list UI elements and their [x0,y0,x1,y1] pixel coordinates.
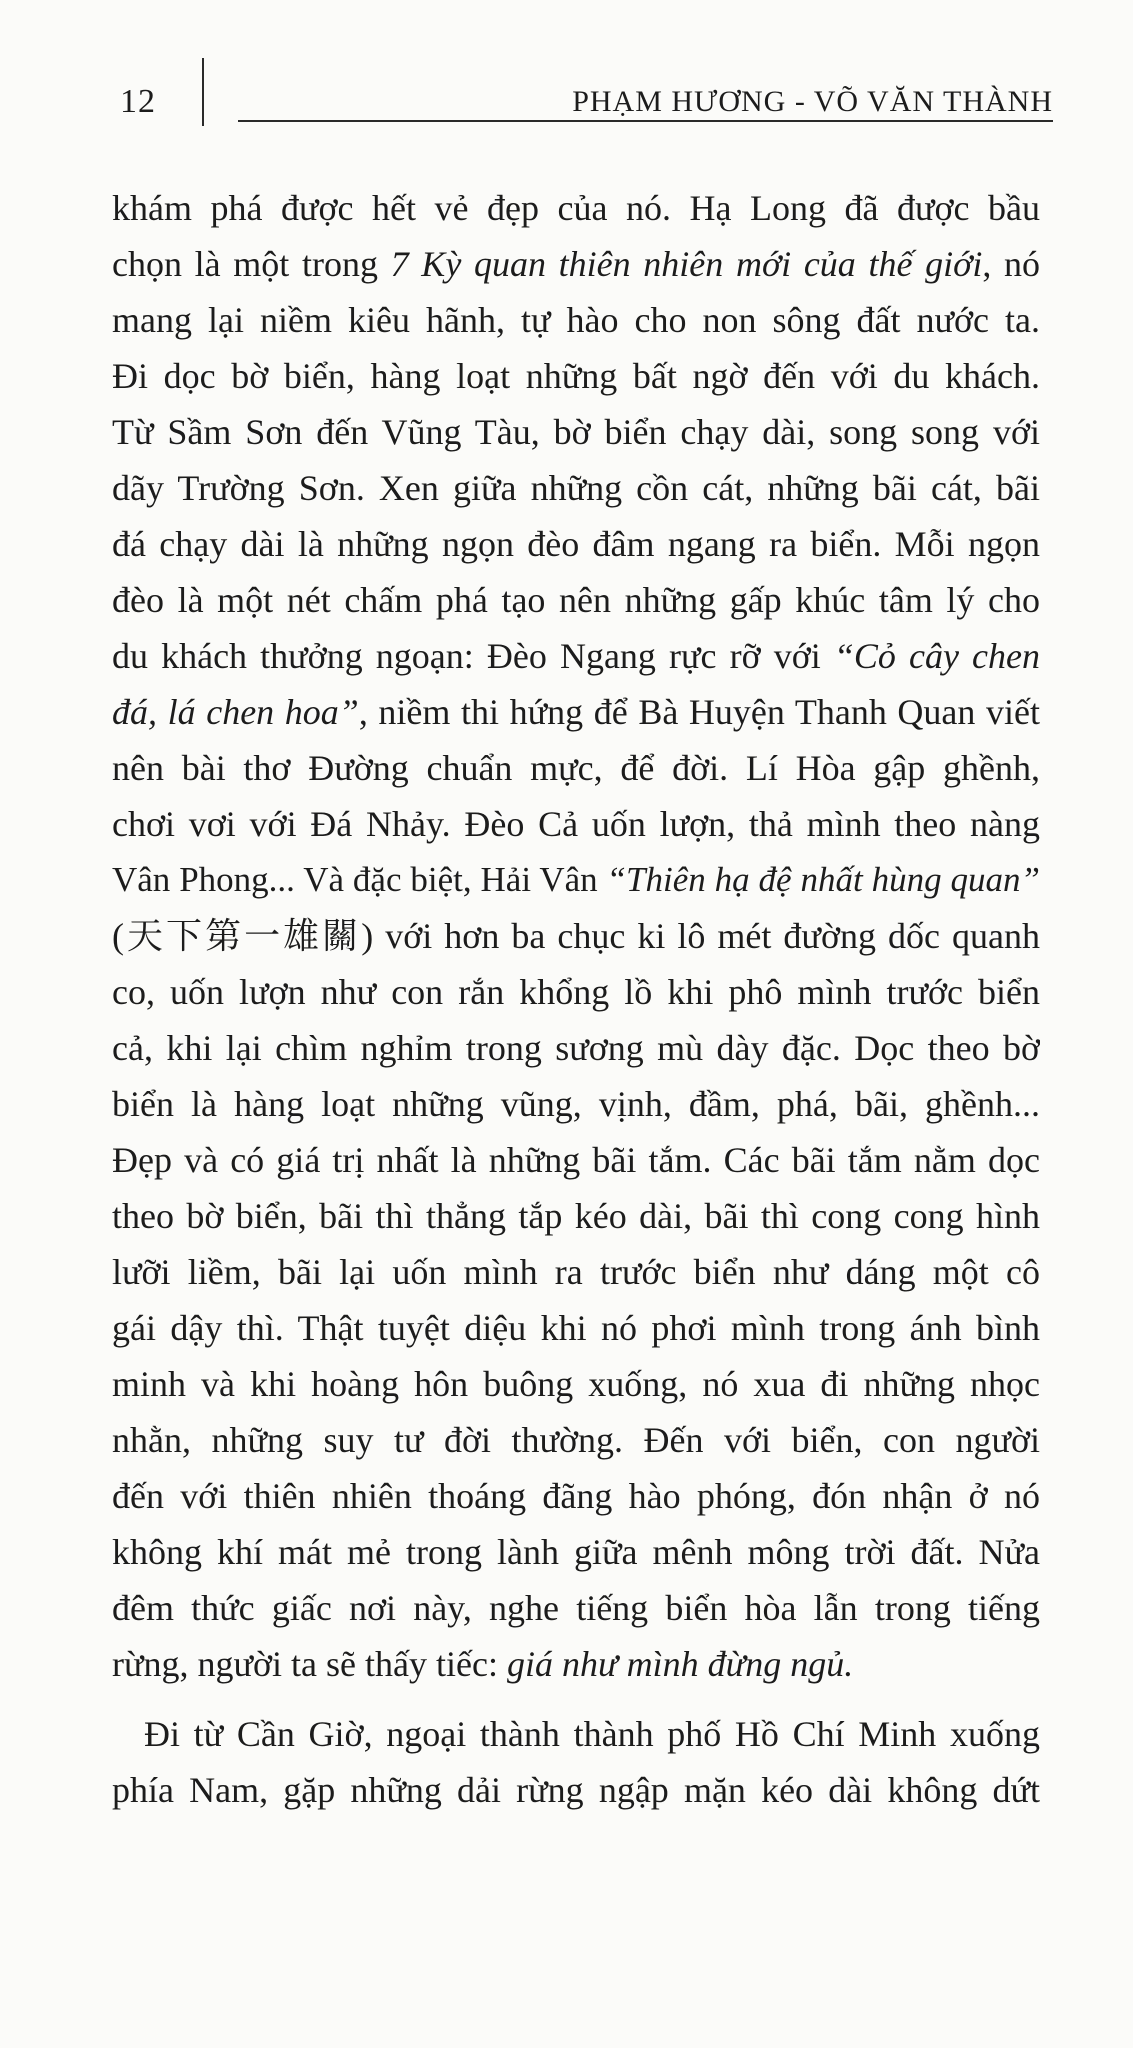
text-line [112,516,1040,572]
text-line [112,740,1040,796]
text-line [112,908,1040,964]
header-divider [202,58,204,126]
text-span: (天下第一雄關) với hơn ba chục ki lô mét đường dốc quanh [112,916,1040,956]
italic-text-span: 7 Kỳ quan thiên nhiên mới của thế giới [390,244,983,284]
running-head: PHẠM HƯƠNG - VÕ VĂN THÀNH [572,85,1053,118]
text-line [112,1412,1040,1468]
text-span: chọn là một trong [112,244,391,284]
text-span: đá chạy dài là những ngọn đèo đâm ngang ra biển. Mỗi ngọn [112,524,1040,564]
text-span: rừng, người ta sẽ thấy tiếc: [112,1644,507,1684]
text-span: Đẹp và có giá trị nhất là những bãi tắm. Các bãi tắm nằm dọc [112,1140,1040,1180]
text-line [112,1468,1040,1524]
text-span: đêm thức giấc nơi này, nghe tiếng biển hòa lẫn trong tiếng [112,1588,1040,1628]
italic-text-span: “Thiên hạ đệ nhất hùng quan” [606,860,1040,899]
text-span: , nó [982,244,1040,284]
italic-text-span: đá, lá chen hoa” [112,692,359,732]
page-number: 12 [120,83,156,120]
text-span: đèo là một nét chấm phá tạo nên những gấp khúc tâm lý cho [112,580,1040,620]
text-span: Vân Phong... Và đặc biệt, Hải Vân [112,860,607,899]
text-span: Đi dọc bờ biển, hàng loạt những bất ngờ đến với du khách. [112,356,1040,396]
text-line [112,628,1040,684]
text-span: Từ Sầm Sơn đến Vũng Tàu, bờ biển chạy dài, song song với [112,412,1040,452]
text-line [112,460,1040,516]
text-span: nên bài thơ Đường chuẩn mực, để đời. Lí Hòa gập ghềnh, [112,748,1040,788]
text-line [112,1300,1040,1356]
text-span: phía Nam, gặp những dải rừng ngập mặn kéo dài không dứt [112,1770,1040,1810]
text-line [112,292,1040,348]
text-span: lưỡi liềm, bãi lại uốn mình ra trước biển như dáng một cô [112,1252,1040,1292]
italic-text-span: “Cỏ cây chen [833,636,1040,676]
text-span: cả, khi lại chìm nghỉm trong sương mù dày đặc. Dọc theo bờ [112,1028,1040,1068]
text-line [112,348,1040,404]
text-span: theo bờ biển, bãi thì thẳng tắp kéo dài, bãi thì cong cong hình [112,1196,1040,1236]
paragraph-gap [112,1692,1040,1706]
text-line [112,180,1040,236]
text-span: khám phá được hết vẻ đẹp của nó. Hạ Long đã được bầu [112,188,1040,228]
text-line [112,236,1040,292]
text-line [112,796,1040,852]
text-line [112,1356,1040,1412]
text-span: Đi từ Cần Giờ, ngoại thành thành phố Hồ Chí Minh xuống [144,1714,1040,1754]
text-span: biển là hàng loạt những vũng, vịnh, đầm, phá, bãi, ghềnh... [112,1084,1040,1124]
text-line [112,572,1040,628]
text-span: co, uốn lượn như con rắn khổng lồ khi phô mình trước biển [112,972,1040,1012]
text-span: nhằn, những suy tư đời thường. Đến với biển, con người [112,1420,1040,1460]
header-rule [238,120,1053,122]
text-span: không khí mát mẻ trong lành giữa mênh mông trời đất. Nửa [112,1532,1040,1572]
page-header [112,58,1053,128]
text-line [112,1132,1040,1188]
text-line [112,1076,1040,1132]
text-line [112,852,1040,908]
text-span: minh và khi hoàng hôn buông xuống, nó xua đi những nhọc [112,1364,1040,1404]
italic-text-span: giá như mình đừng ngủ. [506,1644,854,1684]
text-line [112,1580,1040,1636]
text-line [112,684,1040,740]
body-text [112,180,1040,1818]
text-line [112,1524,1040,1580]
text-span: chơi vơi với Đá Nhảy. Đèo Cả uốn lượn, thả mình theo nàng [112,804,1040,844]
text-span: , niềm thi hứng để Bà Huyện Thanh Quan viết [358,692,1040,732]
text-line [112,404,1040,460]
text-line [112,1636,1040,1692]
text-line [112,1762,1040,1818]
text-line [112,1244,1040,1300]
text-span: gái dậy thì. Thật tuyệt diệu khi nó phơi mình trong ánh bình [112,1308,1040,1348]
text-line [112,1706,1040,1762]
text-span: dãy Trường Sơn. Xen giữa những cồn cát, những bãi cát, bãi [112,468,1040,508]
text-span: du khách thưởng ngoạn: Đèo Ngang rực rỡ với [112,636,834,676]
text-line [112,1020,1040,1076]
text-line [112,1188,1040,1244]
text-line [112,964,1040,1020]
text-span: đến với thiên nhiên thoáng đãng hào phóng, đón nhận ở nó [112,1476,1040,1516]
text-span: mang lại niềm kiêu hãnh, tự hào cho non sông đất nước ta. [112,300,1040,340]
